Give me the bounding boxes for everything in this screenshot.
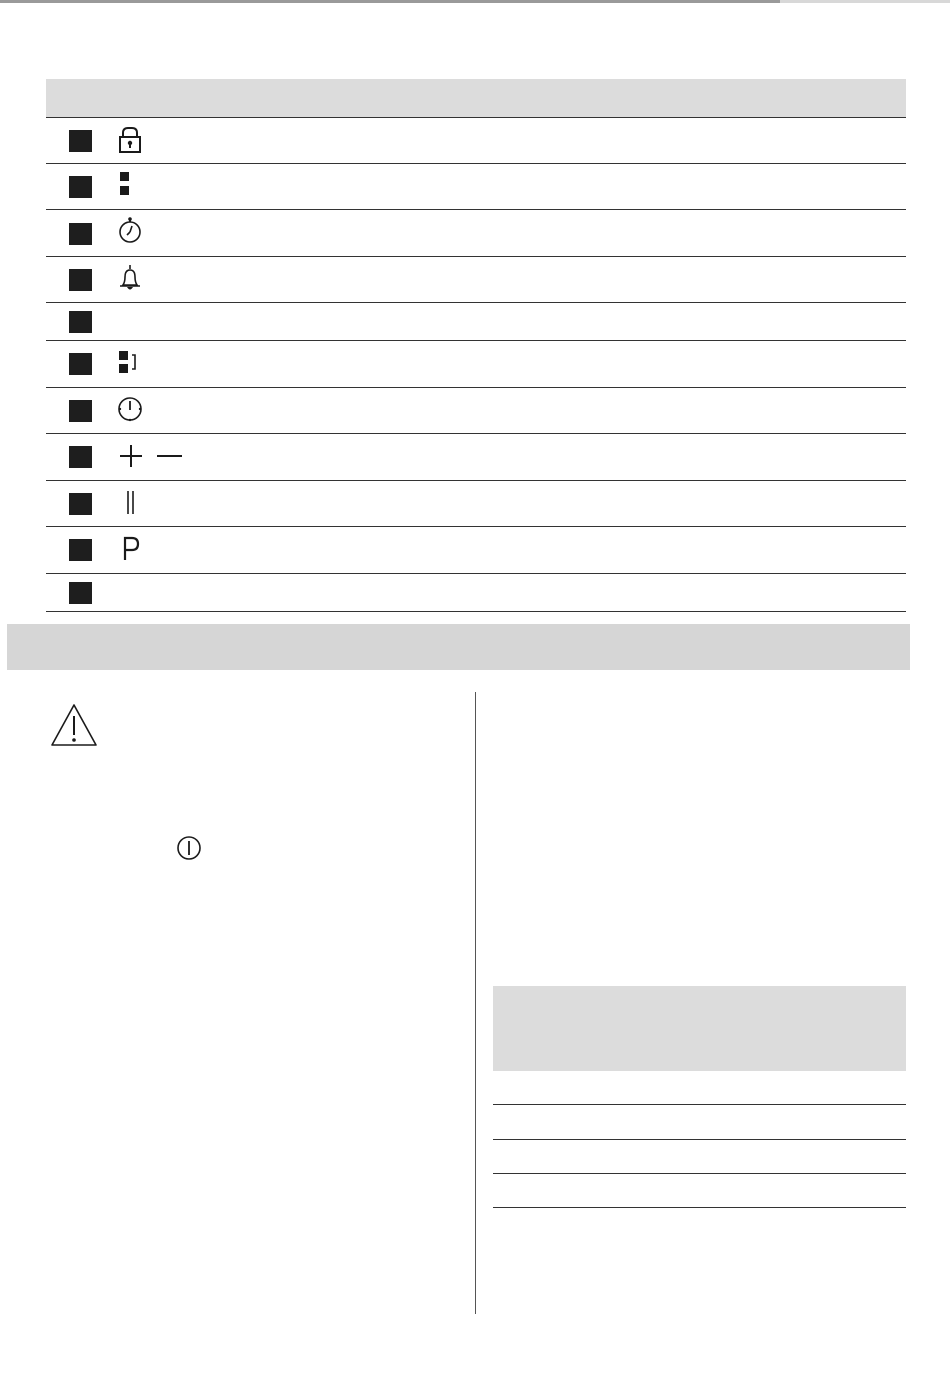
row-marker [69,130,92,152]
symbols-table [46,79,906,612]
letter-p-icon [123,536,141,567]
pause-icon [126,490,138,521]
row-marker [69,311,92,333]
right-table-rule [493,1139,906,1140]
symbol-row-pause-letter [46,527,906,574]
row-marker [69,539,92,561]
symbol-row-pause [46,481,906,527]
right-table-rule [493,1104,906,1105]
plus-icon [119,444,145,475]
row-marker [69,223,92,245]
symbol-row-lock [46,118,906,164]
stopwatch-icon [118,217,144,250]
page-top-rule [0,0,950,3]
right-table-rule [493,1173,906,1174]
symbol-row-display [46,164,906,210]
row-marker [69,582,92,604]
minus-icon [156,444,184,475]
row-marker [69,176,92,198]
symbols-table-header [46,79,906,118]
bridge-zones-icon [119,350,141,381]
top-rule-dark-segment [0,0,780,3]
bell-icon [118,265,144,298]
row-marker [69,446,92,468]
right-table-header [493,986,906,1071]
symbol-row-plus-minus [46,434,906,481]
power-icon [177,836,203,867]
column-divider [475,692,476,1314]
power-icon [118,396,144,427]
lock-icon [118,126,144,159]
row-marker [69,400,92,422]
symbol-row-timer [46,210,906,257]
row-marker [69,353,92,375]
symbol-row-power [46,388,906,434]
warning-triangle-icon [49,702,99,753]
top-rule-light-segment [780,0,950,3]
symbol-row-empty [46,303,906,341]
symbol-row-bell [46,257,906,303]
row-marker [69,269,92,291]
right-table-rule [493,1207,906,1208]
symbol-row-empty-last [46,574,906,612]
two-squares-icon [120,172,132,203]
section-heading-band [7,624,910,670]
symbol-row-bridge [46,341,906,388]
row-marker [69,493,92,515]
